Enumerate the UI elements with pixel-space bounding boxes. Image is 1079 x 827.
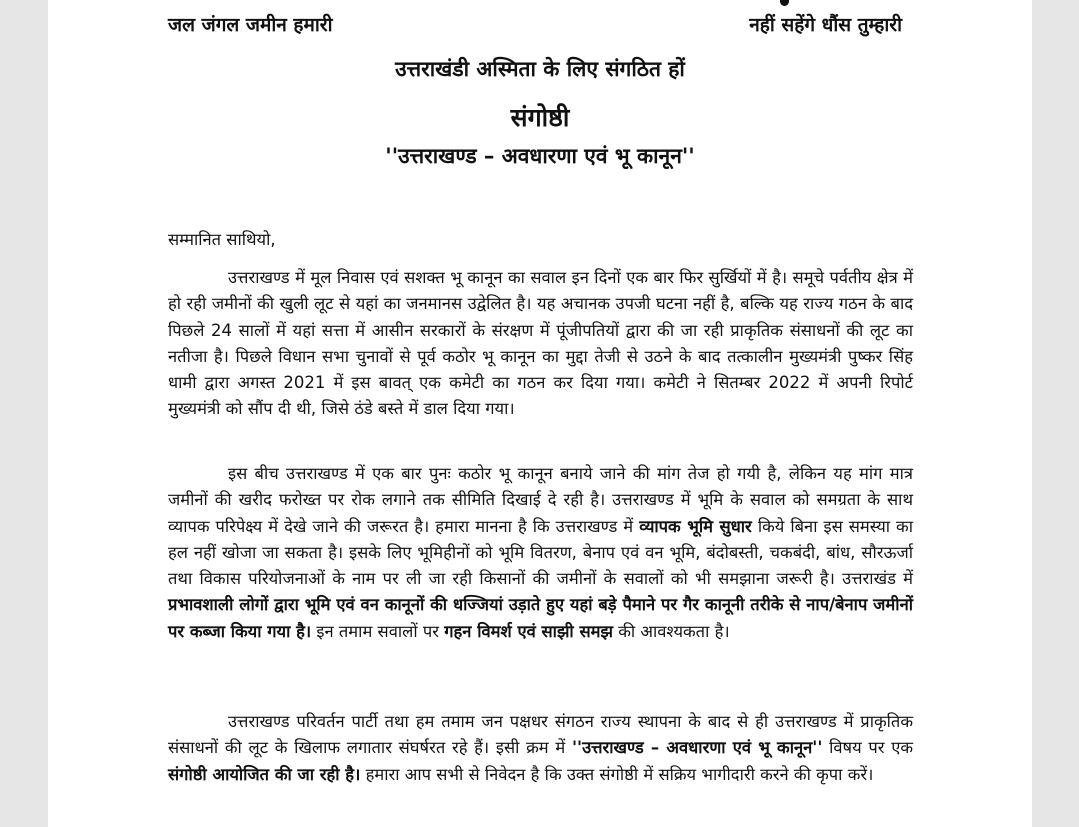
page-subtitle: उत्तराखंडी अस्मिता के लिए संगठित हों (395, 57, 685, 81)
paragraph-2 (168, 461, 913, 645)
paragraph-3 (168, 709, 913, 788)
document-page (48, 0, 1032, 827)
paragraph-3-bold-topic: ''उत्तराखण्ड – अवधारणा एवं भू कानून'' (571, 738, 823, 758)
paragraph-2-text: किये बिना इस समस्या का हल नहीं खोजा जा सकता है। इसके लिए भूमिहीनों को भूमि वितरण, बेनाप एवं वन भूमि, बंदोबस्ती, चकबंदी, बांध, सौरऊर्जा तथा विकास परियोजनाओं के नाम पर ली जा रही किसानों की जमीनों के सवालों को भी समझाना जरूरी है। उत्तराखंड में (168, 516, 913, 589)
paragraph-2-bold-discussion: गहन विमर्श एवं साझी समझ (444, 621, 613, 641)
paragraph-2-text: की आवश्यकता है। (612, 621, 730, 641)
paragraph-3-text: हमारा आप सभी से निवेदन है कि उक्त संगोष्ठी में सक्रिय भागीदारी करने की कृपा करें। (360, 764, 874, 784)
right-slogan: नहीं सहेंगे धौंस तुम्हारी (749, 14, 902, 36)
decorative-mark (780, 0, 789, 6)
paragraph-2-text: इन तमाम सवालों पर (311, 621, 445, 641)
paragraph-3-text: विषय पर एक (822, 738, 913, 758)
paragraph-2-bold-encroachment: प्रभावशाली लोगों द्वारा भूमि एवं वन कानूनों की धज्जियां उड़ाते हुए यहां बड़े पैमाने पर गैर कानूनी तरीके से नाप/बेनाप जमीनों पर कब्जा किया गया है। (168, 595, 913, 641)
paragraph-3-bold-seminar: संगोष्ठी आयोजित की जा रही है। (168, 764, 361, 784)
paragraph-1: उत्तराखण्ड में मूल निवास एवं सशक्त भू कानून का सवाल इन दिनों एक बार फिर सुर्खियों में है। समूचे पर्वतीय क्षेत्र में हो रही जमीनों की खुली लूट से यहां का जनमानस उद्वेलित है। यह अचानक उपजी घटना नहीं है, बल्कि यह राज्य गठन के बाद पिछले 24 सालों में यहां सत्ता में आसीन सरकारों के संरक्षण में पूंजीपतियों द्वारा की जा रही प्राकृतिक संसाधनों की लूट का नतीजा है। पिछले विधान सभा चुनावों से पूर्व कठोर भू कानून का मुद्दा तेजी से उठने के बाद तत्कालीन मुख्यमंत्री पुष्कर सिंह धामी द्वारा अगस्त 2021 में इस बावत् एक कमेटी का गठन कर दिया गया। कमेटी ने सितम्बर 2022 में अपनी रिपोर्ट मुख्यमंत्री को सौंप दी थी, जिसे ठंडे बस्ते में डाल दिया गया। (168, 268, 913, 419)
paragraph-2-bold-land-reform: व्यापक भूमि सुधार (639, 516, 752, 536)
page-title: संगोष्ठी (510, 103, 570, 132)
salutation: सम्मानित साथियो, (168, 230, 276, 249)
seminar-topic: ''उत्तराखण्ड – अवधारणा एवं भू कानून'' (385, 144, 695, 168)
paragraph-2-text: इस बीच उत्तराखण्ड में एक बार पुनः कठोर भू कानून बनाये जाने की मांग तेज हो गयी है, लेकिन यह मांग मात्र जमीनों की खरीद फरोख्त पर रोक लगाने तक सीमिति दिखाई दे रही है। उत्तराखण्ड में भूमि के सवाल को समग्रता के साथ व्यापक परिपेक्ष्य में देखे जाने की जरूरत है। हमारा मानना है कि उत्तराखण्ड में (168, 464, 913, 536)
paragraph-3-text: उत्तराखण्ड परिवर्तन पार्टी तथा हम तमाम जन पक्षधर संगठन राज्य स्थापना के बाद से ही उत्तराखण्ड में प्राकृतिक संसाधनों की लूट के खिलाफ लगातार संघर्षरत रहे हैं। इसी क्रम में (168, 712, 913, 758)
left-slogan: जल जंगल जमीन हमारी (168, 14, 333, 36)
